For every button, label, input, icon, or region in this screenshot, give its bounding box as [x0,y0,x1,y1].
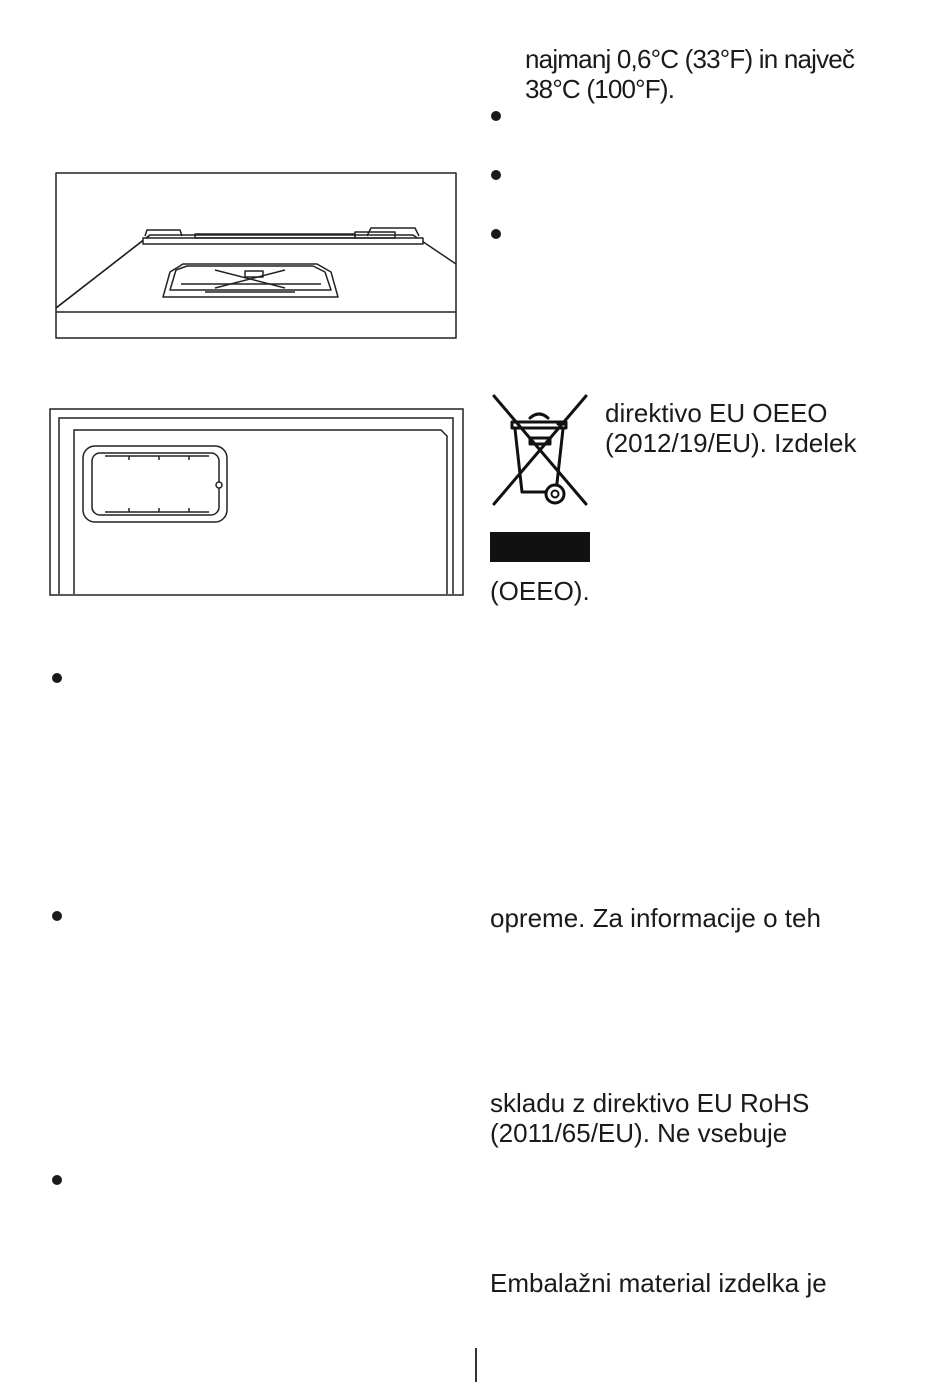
rohs-directive-line-2: (2011/65/EU). Ne vsebuje [490,1118,788,1148]
crossed-out-wheelie-bin-icon [490,392,590,512]
weee-directive-line-2: (2012/19/EU). Izdelek [605,428,857,458]
rohs-directive-line-1: skladu z direktivo EU RoHS [490,1088,810,1118]
weee-directive-line-1: direktivo EU OEEO [605,398,828,428]
temperature-range-line-2: 38°C (100°F). [525,74,675,104]
bullet-icon [491,229,501,239]
appliance-front-panel-illustration [49,408,465,598]
bullet-icon [491,170,501,180]
weee-abbreviation: (OEEO). [490,576,590,606]
page-divider-line [475,1348,477,1382]
weee-black-bar [490,532,590,562]
bullet-icon [52,1175,62,1185]
recycling-info-line: opreme. Za informacije o teh [490,903,821,933]
bullet-icon [52,911,62,921]
packaging-material-line: Embalažni material izdelka je [490,1268,827,1298]
temperature-range-line-1: najmanj 0,6°C (33°F) in največ [525,44,855,74]
bullet-icon [491,111,501,121]
bullet-icon [52,673,62,683]
appliance-top-illustration [55,172,457,340]
